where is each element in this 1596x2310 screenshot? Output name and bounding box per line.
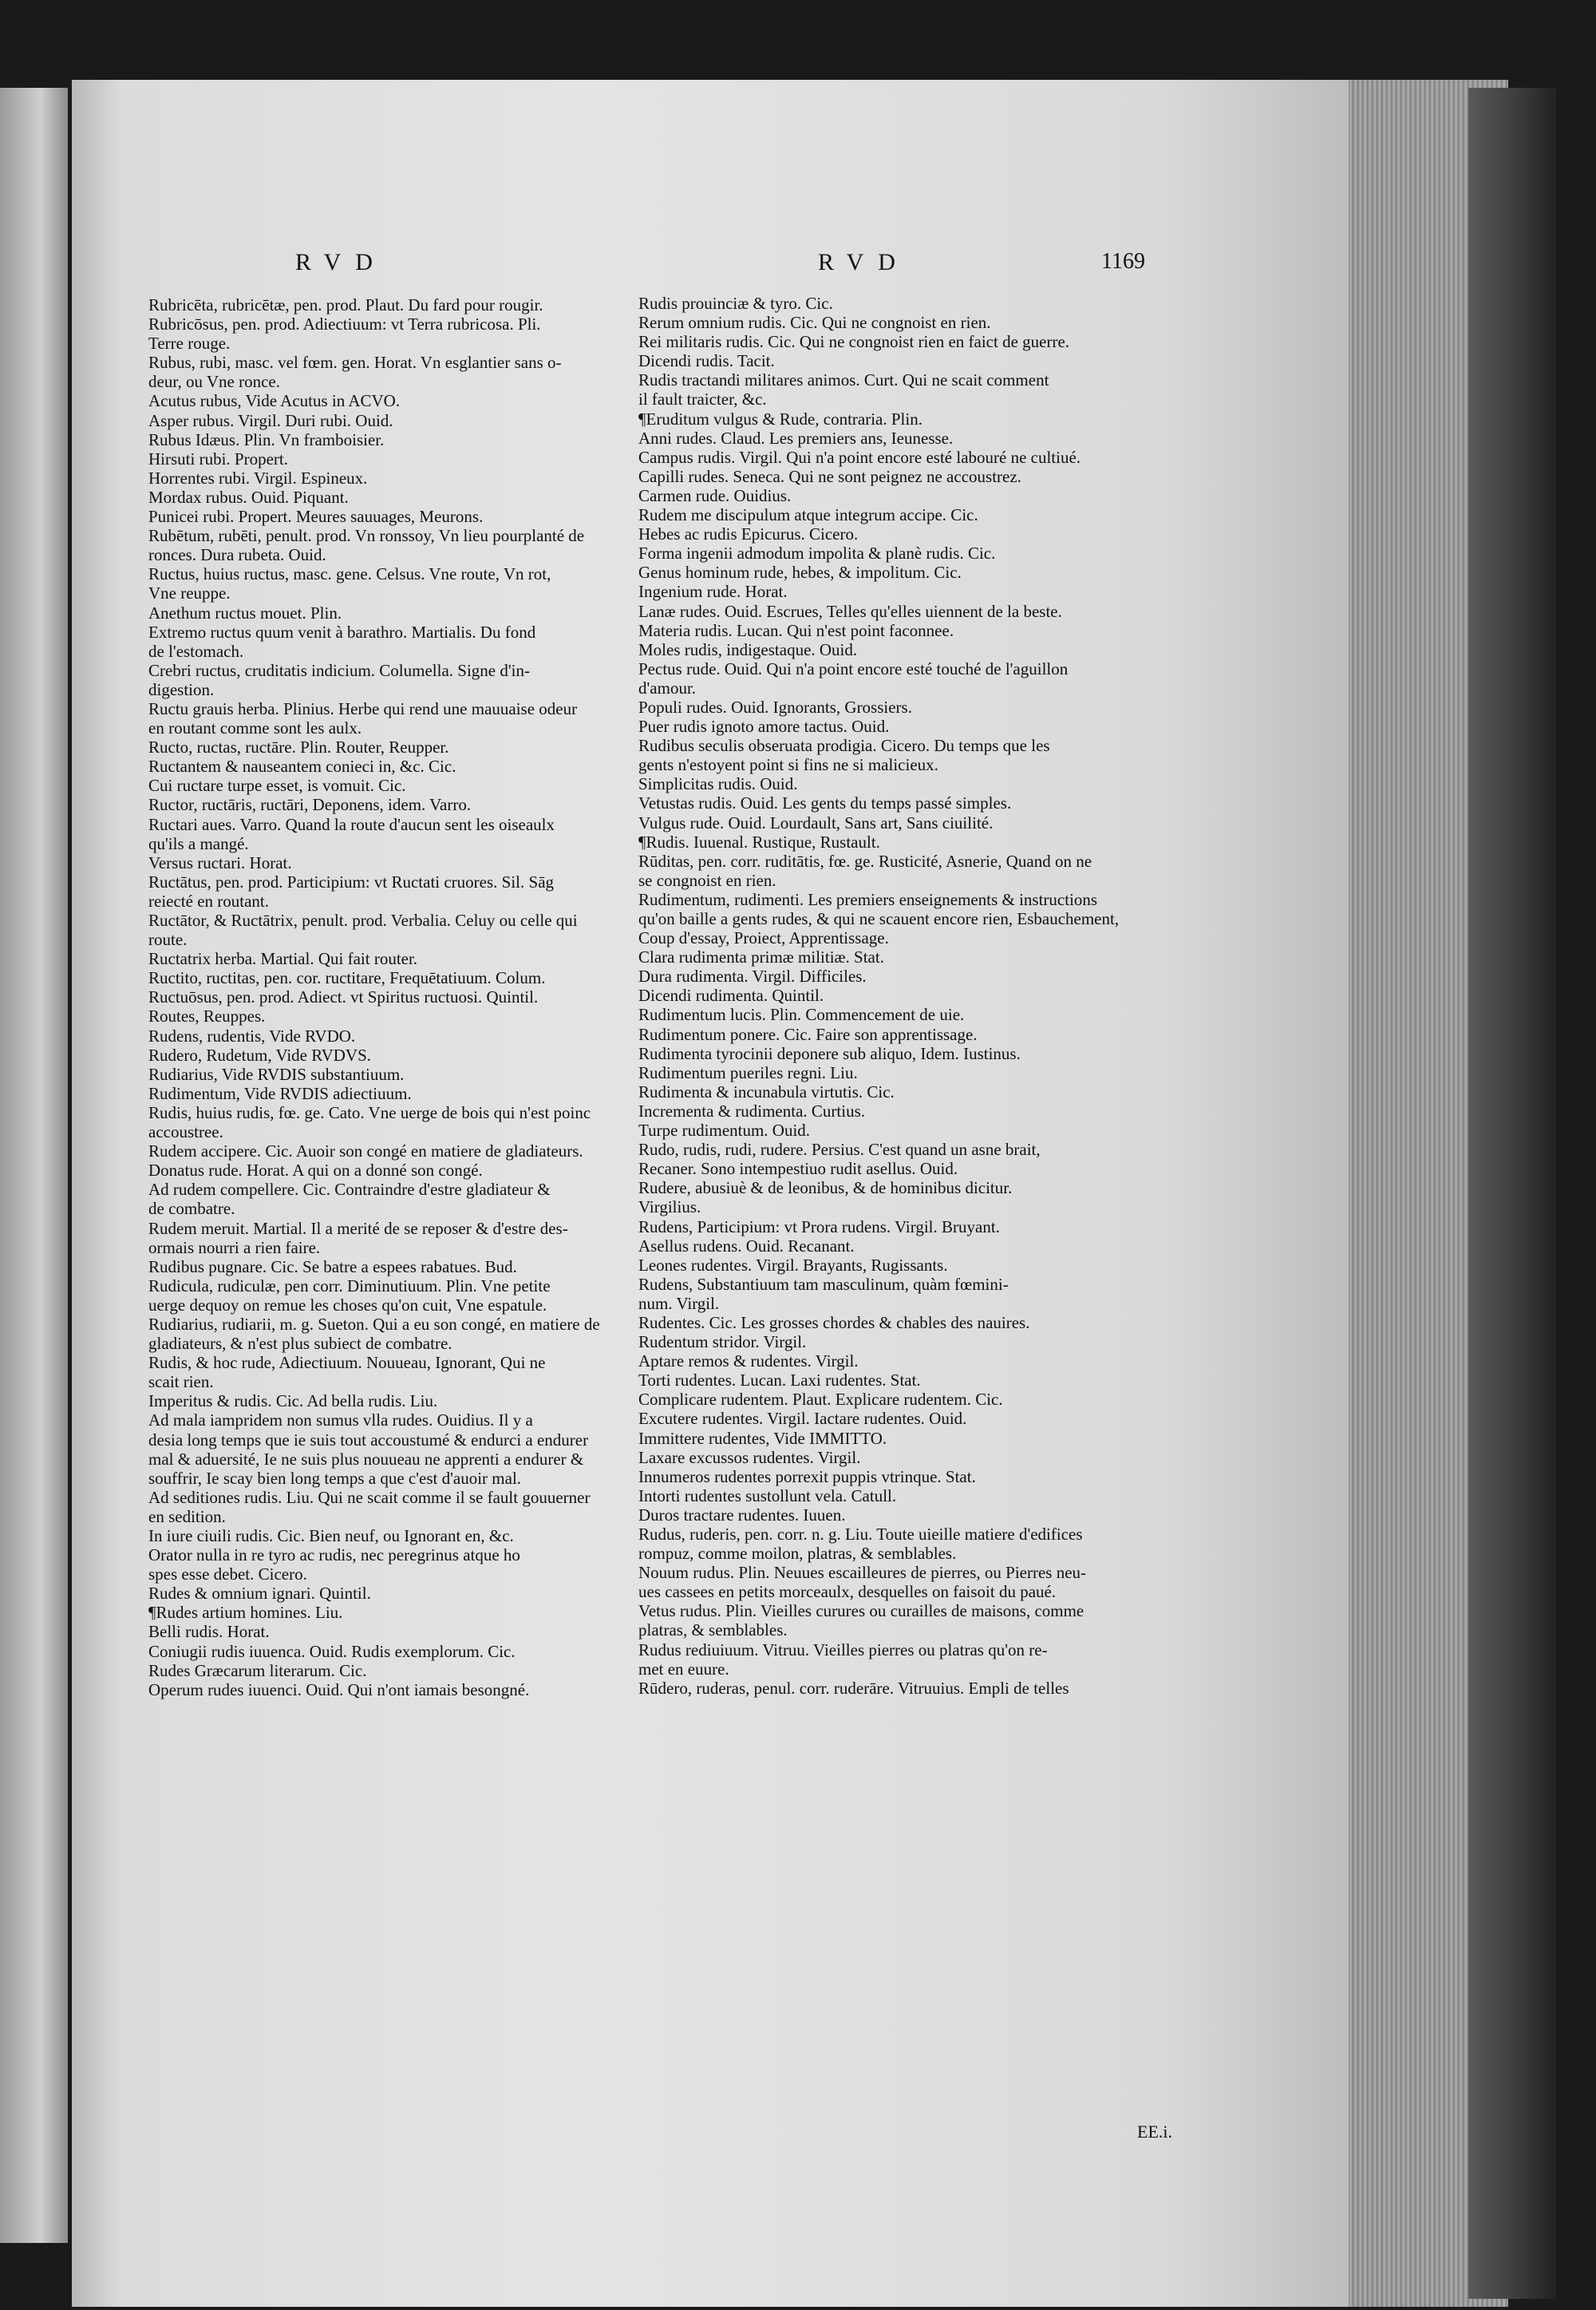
entry-line: Rudens, Participium: vt Prora rudens. Virgil. Bruyant. xyxy=(638,1216,1000,1236)
entry-line: ¶Eruditum vulgus & Rude, contraria. Plin. xyxy=(638,409,922,429)
entry-line: gladiateurs, & n'est plus subiect de combatre. xyxy=(148,1334,452,1354)
entry-line: Rudimenta & incunabula virtutis. Cic. xyxy=(638,1082,895,1102)
entry-line: Rudibus seculis obseruata prodigia. Cicero. Du temps que les xyxy=(638,736,1050,756)
entry-line: reiecté en routant. xyxy=(148,891,269,911)
entry-line: Rei militaris rudis. Cic. Qui ne congnoist rien en faict de guerre. xyxy=(638,332,1070,352)
entry-line: ¶Rudes artium homines. Liu. xyxy=(148,1603,343,1623)
entry-line: Ructu grauis herba. Plinius. Herbe qui rend une mauuaise odeur xyxy=(148,698,578,718)
entry-line: Imperitus & rudis. Cic. Ad bella rudis. Liu. xyxy=(148,1391,438,1411)
entry-line: Vne reuppe. xyxy=(148,583,231,603)
entry-line: Hebes ac rudis Epicurus. Cicero. xyxy=(638,524,859,544)
entry-line: Rūditas, pen. corr. ruditātis, fœ. ge. Rusticité, Asnerie, Quand on ne xyxy=(638,851,1092,871)
entry-line: accoustree. xyxy=(148,1122,223,1142)
entry-line: de l'estomach. xyxy=(148,641,244,661)
entry-line: Virgilius. xyxy=(638,1197,701,1217)
entry-line: Cui ructare turpe esset, is vomuit. Cic. xyxy=(148,776,406,796)
page-number: 1169 xyxy=(1101,249,1145,274)
entry-line: Puer rudis ignoto amore tactus. Ouid. xyxy=(638,717,890,737)
entry-line: digestion. xyxy=(148,679,215,699)
entry-line: Rudo, rudis, rudi, rudere. Persius. C'est quand un asne brait, xyxy=(638,1140,1041,1160)
entry-line: qu'on baille a gents rudes, & qui ne scauent encore rien, Esbauchement, xyxy=(638,909,1120,928)
entry-line: Orator nulla in re tyro ac rudis, nec peregrinus atque ho xyxy=(148,1545,520,1565)
entry-line: Vulgus rude. Ouid. Lourdault, Sans art, Sans ciuilité. xyxy=(638,813,994,833)
entry-line: en routant comme sont les aulx. xyxy=(148,718,362,738)
left-column xyxy=(148,295,675,1699)
entry-line: Rudentes. Cic. Les grosses chordes & chables des nauires. xyxy=(638,1312,1030,1332)
entry-line: Dicendi rudimenta. Quintil. xyxy=(638,986,824,1006)
entry-line: Rudibus pugnare. Cic. Se batre a espees rabatues. Bud. xyxy=(148,1256,517,1276)
entry-line: Acutus rubus, Vide Acutus in ACVO. xyxy=(148,391,401,411)
entry-line: Hirsuti rubi. Propert. xyxy=(148,449,288,469)
entry-line: Rudimentum lucis. Plin. Commencement de uie. xyxy=(638,1005,965,1025)
entry-line: Materia rudis. Lucan. Qui n'est point faconnee. xyxy=(638,620,954,640)
entry-line: Rudimenta tyrocinii deponere sub aliquo, Idem. Iustinus. xyxy=(638,1043,1021,1063)
entry-line: Anni rudes. Claud. Les premiers ans, Ieunesse. xyxy=(638,428,954,448)
entry-line: Ructantem & nauseantem conieci in, &c. Cic. xyxy=(148,757,456,777)
entry-line: Ructatrix herba. Martial. Qui fait router. xyxy=(148,949,418,969)
entry-line: Rudimentum, Vide RVDIS adiectiuum. xyxy=(148,1083,412,1103)
entry-line: Vetus rudus. Plin. Vieilles curures ou curailles de maisons, comme xyxy=(638,1601,1084,1621)
entry-line: Carmen rude. Ouidius. xyxy=(638,485,792,505)
entry-line: Ad seditiones rudis. Liu. Qui ne scait comme il se fault gouuerner xyxy=(148,1487,591,1507)
entry-line: Incrementa & rudimenta. Curtius. xyxy=(638,1101,866,1121)
entry-line: Rudis tractandi militares animos. Curt. Qui ne scait comment xyxy=(638,370,1049,390)
entry-line: Rudis, & hoc rude, Adiectiuum. Nouueau, Ignorant, Qui ne xyxy=(148,1353,546,1373)
entry-line: Clara rudimenta primæ militiæ. Stat. xyxy=(638,947,884,967)
entry-line: Ructor, ructāris, ructāri, Deponens, idem. Varro. xyxy=(148,795,472,815)
entry-line: Complicare rudentem. Plaut. Explicare rudentem. Cic. xyxy=(638,1390,1003,1410)
entry-line: num. Virgil. xyxy=(638,1293,720,1313)
entry-line: Routes, Reuppes. xyxy=(148,1007,266,1026)
entry-line: Ructo, ructas, ructāre. Plin. Router, Reupper. xyxy=(148,738,449,757)
entry-line: il fault traicter, &c. xyxy=(638,390,767,409)
entry-line: Pectus rude. Ouid. Qui n'a point encore esté touché de l'aguillon xyxy=(638,659,1069,678)
entry-line: Asellus rudens. Ouid. Recanant. xyxy=(638,1236,855,1256)
entry-line: Ructari aues. Varro. Quand la route d'aucun sent les oiseaulx xyxy=(148,814,555,834)
entry-line: Moles rudis, indigestaque. Ouid. xyxy=(638,639,858,659)
entry-line: Immittere rudentes, Vide IMMITTO. xyxy=(638,1428,887,1448)
entry-line: souffrir, Ie scay bien long temps a que c'est d'auoir mal. xyxy=(148,1468,522,1488)
entry-line: Anethum ructus mouet. Plin. xyxy=(148,603,342,623)
running-head-left: RVD xyxy=(295,249,387,275)
entry-line: Rudem accipere. Cic. Auoir son congé en matiere de gladiateurs. xyxy=(148,1141,583,1161)
entry-line: platras, & semblables. xyxy=(638,1620,788,1640)
entry-line: se congnoist en rien. xyxy=(638,870,776,890)
entry-line: route. xyxy=(148,930,188,950)
entry-line: Horrentes rubi. Virgil. Espineux. xyxy=(148,468,368,488)
entry-line: Extremo ructus quum venit à barathro. Martialis. Du fond xyxy=(148,622,536,642)
entry-line: ormais nourri a rien faire. xyxy=(148,1237,321,1257)
entry-line: Rudus rediuiuum. Vitruu. Vieilles pierres ou platras qu'on re- xyxy=(638,1640,1048,1659)
entry-line: Ad mala iampridem non sumus vlla rudes. Ouidius. Il y a xyxy=(148,1410,533,1430)
right-column xyxy=(638,294,1225,1698)
entry-line: ronces. Dura rubeta. Ouid. xyxy=(148,545,326,565)
entry-line: Rudens, Substantiuum tam masculinum, quàm fœmini- xyxy=(638,1274,1009,1294)
entry-line: Ingenium rude. Horat. xyxy=(638,582,788,602)
entry-line: Rudimentum pueriles regni. Liu. xyxy=(638,1062,858,1082)
entry-line: uerge dequoy on remue les choses qu'on cuit, Vne espatule. xyxy=(148,1295,547,1315)
entry-line: Duros tractare rudentes. Iuuen. xyxy=(638,1505,846,1525)
entry-line: Campus rudis. Virgil. Qui n'a point encore esté labouré ne cultiué. xyxy=(638,447,1081,467)
entry-line: Rudens, rudentis, Vide RVDO. xyxy=(148,1026,356,1046)
entry-line: Ad rudem compellere. Cic. Contraindre d'estre gladiateur & xyxy=(148,1180,551,1200)
entry-line: en sedition. xyxy=(148,1506,226,1526)
entry-line: Rudis prouinciæ & tyro. Cic. xyxy=(638,294,833,313)
entry-line: Donatus rude. Horat. A qui on a donné son congé. xyxy=(148,1161,483,1181)
entry-line: Forma ingenii admodum impolita & planè rudis. Cic. xyxy=(638,544,996,564)
entry-line: Mordax rubus. Ouid. Piquant. xyxy=(148,487,349,507)
running-head-right: RVD xyxy=(818,249,910,275)
entry-line: Rūdero, ruderas, penul. corr. ruderāre. Vitruuius. Empli de telles xyxy=(638,1678,1069,1698)
entry-line: Belli rudis. Horat. xyxy=(148,1622,270,1642)
entry-line: Torti rudentes. Lucan. Laxi rudentes. Stat. xyxy=(638,1371,921,1390)
entry-line: Rudiarius, Vide RVDIS substantiuum. xyxy=(148,1064,405,1084)
facing-page-edge xyxy=(0,88,68,2243)
dictionary-page xyxy=(72,80,1349,2307)
entry-line: Rudero, Rudetum, Vide RVDVS. xyxy=(148,1045,371,1065)
entry-line: Populi rudes. Ouid. Ignorants, Grossiers. xyxy=(638,697,912,717)
entry-line: Rudes & omnium ignari. Quintil. xyxy=(148,1584,371,1604)
entry-line: ¶Rudis. Iuuenal. Rustique, Rustault. xyxy=(638,832,880,852)
entry-line: qu'ils a mangé. xyxy=(148,833,249,853)
entry-line: Dicendi rudis. Tacit. xyxy=(638,351,775,371)
entry-line: Rudem me discipulum atque integrum accipe. Cic. xyxy=(638,505,978,525)
entry-line: met en euure. xyxy=(638,1659,729,1679)
entry-line: Terre rouge. xyxy=(148,334,231,354)
entry-line: desia long temps que ie suis tout accoustumé & endurci a endurer xyxy=(148,1430,589,1450)
entry-line: Nouum rudus. Plin. Neuues escailleures de pierres, ou Pierres neu- xyxy=(638,1563,1087,1583)
signature-mark: EE.i. xyxy=(1137,2122,1172,2142)
entry-line: Genus hominum rude, hebes, & impolitum. Cic. xyxy=(638,563,962,583)
entry-line: Versus ructari. Horat. xyxy=(148,852,292,872)
entry-line: Vetustas rudis. Ouid. Les gents du temps passé simples. xyxy=(638,793,1012,813)
entry-line: Coniugii rudis iuuenca. Ouid. Rudis exemplorum. Cic. xyxy=(148,1641,516,1661)
entry-line: Innumeros rudentes porrexit puppis vtrinque. Stat. xyxy=(638,1466,976,1486)
entry-line: Dura rudimenta. Virgil. Difficiles. xyxy=(638,967,867,987)
entry-line: Punicei rubi. Propert. Meures sauuages, Meurons. xyxy=(148,507,484,527)
entry-line: Ructito, ructitas, pen. cor. ructitare, Frequētatiuum. Colum. xyxy=(148,968,546,988)
entry-line: Rubus Idæus. Plin. Vn framboisier. xyxy=(148,429,385,449)
entry-line: Rudem meruit. Martial. Il a merité de se reposer & d'estre des- xyxy=(148,1218,568,1238)
entry-line: Rudus, ruderis, pen. corr. n. g. Liu. Toute uieille matiere d'edifices xyxy=(638,1525,1083,1544)
entry-line: Leones rudentes. Virgil. Brayants, Rugissants. xyxy=(638,1255,948,1275)
entry-line: Rudiarius, rudiarii, m. g. Sueton. Qui a eu son congé, en matiere de xyxy=(148,1314,600,1334)
entry-line: Rubus, rubi, masc. vel fœm. gen. Horat. Vn esglantier sans o- xyxy=(148,353,562,373)
entry-line: de combatre. xyxy=(148,1199,235,1219)
entry-line: gents n'estoyent point si fins ne si malicieux. xyxy=(638,755,938,775)
entry-line: Rubricōsus, pen. prod. Adiectiuum: vt Terra rubricosa. Pli. xyxy=(148,314,541,334)
entry-line: Ructus, huius ructus, masc. gene. Celsus. Vne route, Vn rot, xyxy=(148,564,551,584)
entry-line: scait rien. xyxy=(148,1372,214,1392)
entry-line: Recaner. Sono intempestiuo rudit asellus. Ouid. xyxy=(638,1159,958,1179)
entry-line: Rudentum stridor. Virgil. xyxy=(638,1332,807,1352)
entry-line: Rudes Græcarum literarum. Cic. xyxy=(148,1660,367,1680)
entry-line: Rudimentum, rudimenti. Les premiers enseignements & instructions xyxy=(638,889,1098,909)
entry-line: Lanæ rudes. Ouid. Escrues, Telles qu'elles uiennent de la beste. xyxy=(638,601,1062,621)
entry-line: Rerum omnium rudis. Cic. Qui ne congnoist en rien. xyxy=(638,313,991,333)
entry-line: Ructātus, pen. prod. Participium: vt Ructati cruores. Sil. Sāg xyxy=(148,872,555,892)
entry-line: Ructātor, & Ructātrix, penult. prod. Verbalia. Celuy ou celle qui xyxy=(148,911,578,930)
entry-line: spes esse debet. Cicero. xyxy=(148,1564,307,1584)
book-cover-edge xyxy=(1468,88,1556,2299)
entry-line: Asper rubus. Virgil. Duri rubi. Ouid. xyxy=(148,410,393,430)
entry-line: mal & aduersité, Ie ne suis plus nouueau ne apprenti a endurer & xyxy=(148,1449,584,1469)
entry-line: In iure ciuili rudis. Cic. Bien neuf, ou Ignorant en, &c. xyxy=(148,1526,514,1545)
entry-line: Operum rudes iuuenci. Ouid. Qui n'ont iamais besongné. xyxy=(148,1679,530,1699)
entry-line: rompuz, comme moilon, platras, & semblables. xyxy=(638,1544,957,1564)
entry-line: Coup d'essay, Proiect, Apprentissage. xyxy=(638,928,889,948)
entry-line: Laxare excussos rudentes. Virgil. xyxy=(638,1447,861,1467)
entry-line: d'amour. xyxy=(638,678,697,698)
entry-line: Simplicitas rudis. Ouid. xyxy=(638,774,798,794)
entry-line: Rubricēta, rubricētæ, pen. prod. Plaut. Du fard pour rougir. xyxy=(148,295,543,314)
entry-line: Aptare remos & rudentes. Virgil. xyxy=(638,1351,859,1371)
entry-line: Intorti rudentes sustollunt vela. Catull. xyxy=(638,1485,897,1505)
entry-line: Ructuōsus, pen. prod. Adiect. vt Spiritus ructuosi. Quintil. xyxy=(148,987,539,1007)
entry-line: Rudere, abusiuè & de leonibus, & de hominibus dicitur. xyxy=(638,1178,1013,1198)
entry-line: Turpe rudimentum. Ouid. xyxy=(638,1121,811,1141)
entry-line: Excutere rudentes. Virgil. Iactare rudentes. Ouid. xyxy=(638,1409,967,1429)
entry-line: Rudimentum ponere. Cic. Faire son apprentissage. xyxy=(638,1024,978,1044)
entry-line: Capilli rudes. Seneca. Qui ne sont peignez ne accoustrez. xyxy=(638,466,1021,486)
entry-line: Rudis, huius rudis, fœ. ge. Cato. Vne uerge de bois qui n'est poinc xyxy=(148,1102,591,1122)
entry-line: Rudicula, rudiculæ, pen corr. Diminutiuum. Plin. Vne petite xyxy=(148,1276,551,1295)
entry-line: ues cassees en petits morceaulx, desquelles on faisoit du paué. xyxy=(638,1582,1057,1602)
entry-line: Rubētum, rubēti, penult. prod. Vn ronssoy, Vn lieu pourplanté de xyxy=(148,526,585,546)
entry-line: Crebri ructus, cruditatis indicium. Columella. Signe d'in- xyxy=(148,660,530,680)
entry-line: deur, ou Vne ronce. xyxy=(148,372,280,392)
